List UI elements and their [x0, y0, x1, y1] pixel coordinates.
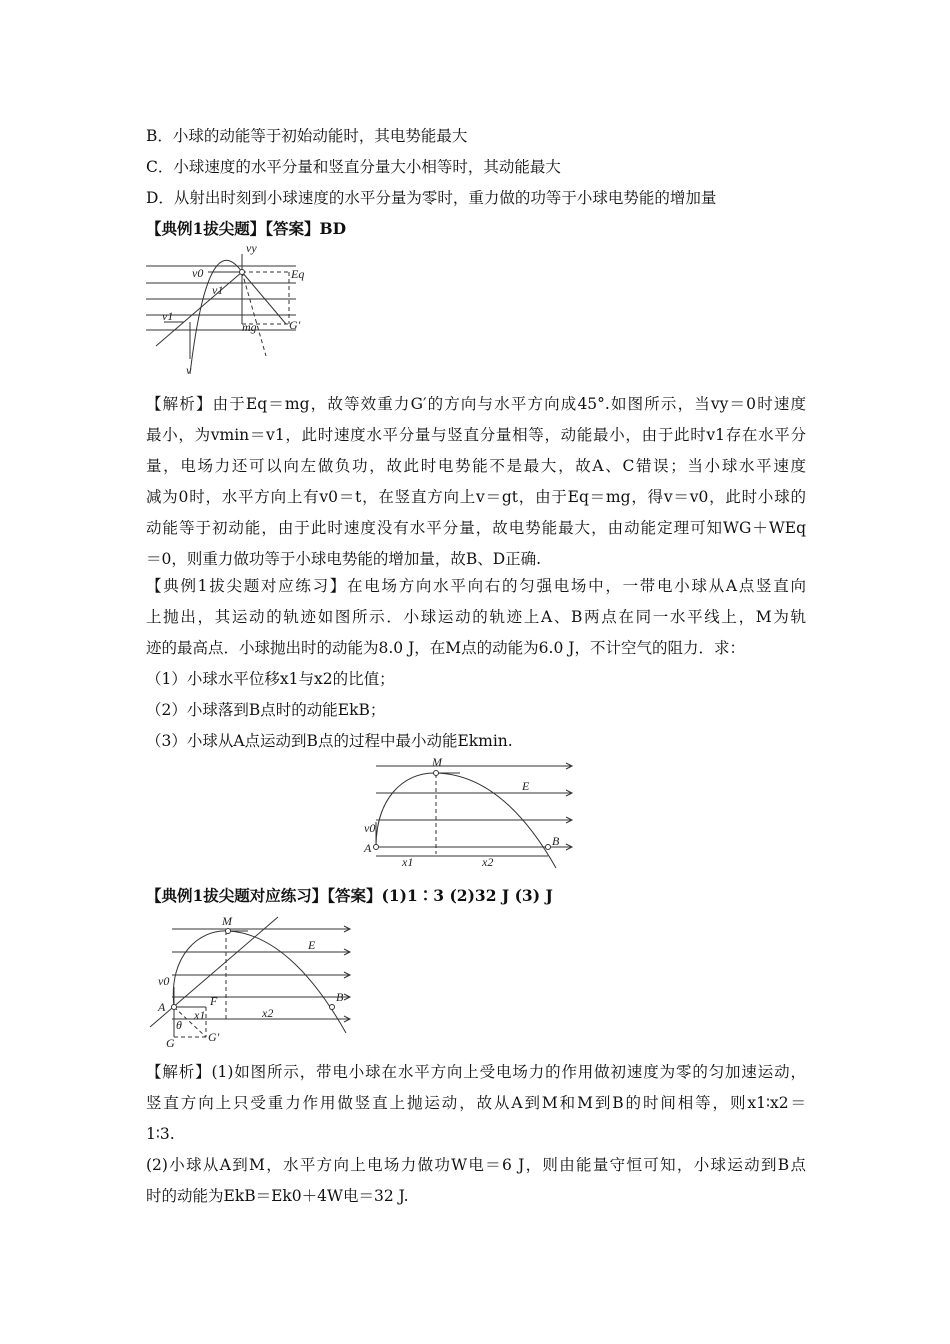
analysis-1-line-6: ＝0，则重力做功等于小球电势能的增加量，故B、D正确. — [146, 550, 542, 568]
fig3-m-label: M — [222, 914, 232, 928]
fig2-x2-label: x2 — [482, 855, 494, 869]
fig1-v-label: v — [186, 363, 192, 377]
fig3-f-label: F — [210, 994, 218, 1008]
analysis-1-line-3: 量，电场力还可以向左做负功，故此时电势能不是最大，故A、C错误；当小球水平速度 — [146, 457, 806, 475]
analysis-1-line-4: 减为0时，水平方向上有v0＝t，在竖直方向上v＝gt，由于Eq＝mg，得v＝v0，此时小球的 — [146, 488, 806, 506]
option-c: C．小球速度的水平分量和竖直分量大小相等时，其动能最大 — [146, 158, 561, 176]
analysis-1-line-1: 【解析】由于Eq＝mg，故等效重力G′的方向与水平方向成45°.如图所示，当vy＝0时速度 — [146, 395, 806, 413]
analysis-3-line-1: (2)小球从A到M，水平方向上电场力做功W电＝6 J，则由能量守恒可知，小球运动到B点 — [146, 1156, 806, 1174]
answer-heading-1: 【典例1拔尖题】【答案】BD — [146, 219, 347, 238]
fig3-x2-label: x2 — [262, 1006, 274, 1020]
fig2-a-label: A — [364, 841, 372, 855]
fig2-m-label: M — [432, 755, 442, 769]
fig1-v1-top-label: v1 — [212, 283, 224, 297]
fig1-eq-label: Eq — [291, 267, 305, 281]
fig3-g-prime-label: G′ — [208, 1030, 220, 1044]
question-1: （1）小球水平位移x1与x2的比值； — [146, 670, 395, 688]
fig1-g-prime-label: G′ — [289, 318, 301, 332]
fig3-b-label: B — [336, 990, 344, 1004]
analysis-1-line-5: 动能等于初动能，由于此时速度没有水平分量，故电势能最大，由动能定理可知WG＋WEq — [146, 519, 806, 537]
question-3: （3）小球从A点运动到B点的过程中最小动能Ekmin. — [146, 732, 513, 750]
option-b: B．小球的动能等于初始动能时，其电势能最大 — [146, 127, 468, 145]
fig1-vy-label: vy — [246, 241, 257, 255]
figure-3 — [150, 915, 365, 1050]
exercise-line-1: 【典例1拔尖题对应练习】在电场方向水平向右的匀强电场中，一带电小球从A点竖直向 — [146, 577, 806, 595]
option-d: D．从射出时刻到小球速度的水平分量为零时，重力做的功等于小球电势能的增加量 — [146, 189, 717, 207]
exercise-line-3: 迹的最高点．小球抛出时的动能为8.0 J，在M点的动能为6.0 J，不计空气的阻力．求： — [146, 639, 745, 657]
fig3-theta-label: θ — [176, 1018, 182, 1032]
fig1-mg-label: mg — [242, 320, 257, 334]
fig1-v0-label: v0 — [192, 266, 204, 280]
figure-1 — [146, 241, 316, 379]
fig2-x1-label: x1 — [402, 855, 414, 869]
answer-heading-2: 【典例1拔尖题对应练习】【答案】(1)1∶3 (2)32 J (3) J — [146, 886, 553, 905]
fig2-b-label: B — [552, 834, 560, 848]
analysis-1-line-2: 最小，为vmin＝v1，此时速度水平分量与竖直分量相等，动能最小，由于此时v1存在水平分 — [146, 426, 806, 444]
fig2-v0-label: v0 — [364, 821, 376, 835]
analysis-3-line-2: 时的动能为EkB＝Ek0＋4W电＝32 J. — [146, 1187, 409, 1205]
analysis-2-line-2: 竖直方向上只受重力作用做竖直上抛运动，故从A到M和M到B的时间相等，则x1∶x2＝ — [146, 1094, 806, 1112]
question-2: （2）小球落到B点时的动能EkB； — [146, 701, 386, 719]
figure-2 — [362, 755, 582, 872]
fig3-x1-label: x1 — [194, 1008, 206, 1022]
fig2-e-label: E — [522, 779, 530, 793]
fig3-e-label: E — [308, 938, 316, 952]
fig3-g-label: G — [166, 1036, 175, 1050]
analysis-2-line-1: 【解析】(1)如图所示，带电小球在水平方向上受电场力的作用做初速度为零的匀加速运动， — [146, 1063, 806, 1081]
analysis-2-line-3: 1∶3. — [146, 1125, 175, 1143]
fig3-v0-label: v0 — [158, 974, 170, 988]
exercise-line-2: 上抛出，其运动的轨迹如图所示．小球运动的轨迹上A、B两点在同一水平线上，M为轨 — [146, 608, 806, 626]
fig1-v1-label: v1 — [162, 309, 174, 323]
fig3-a-label: A — [158, 1000, 166, 1014]
